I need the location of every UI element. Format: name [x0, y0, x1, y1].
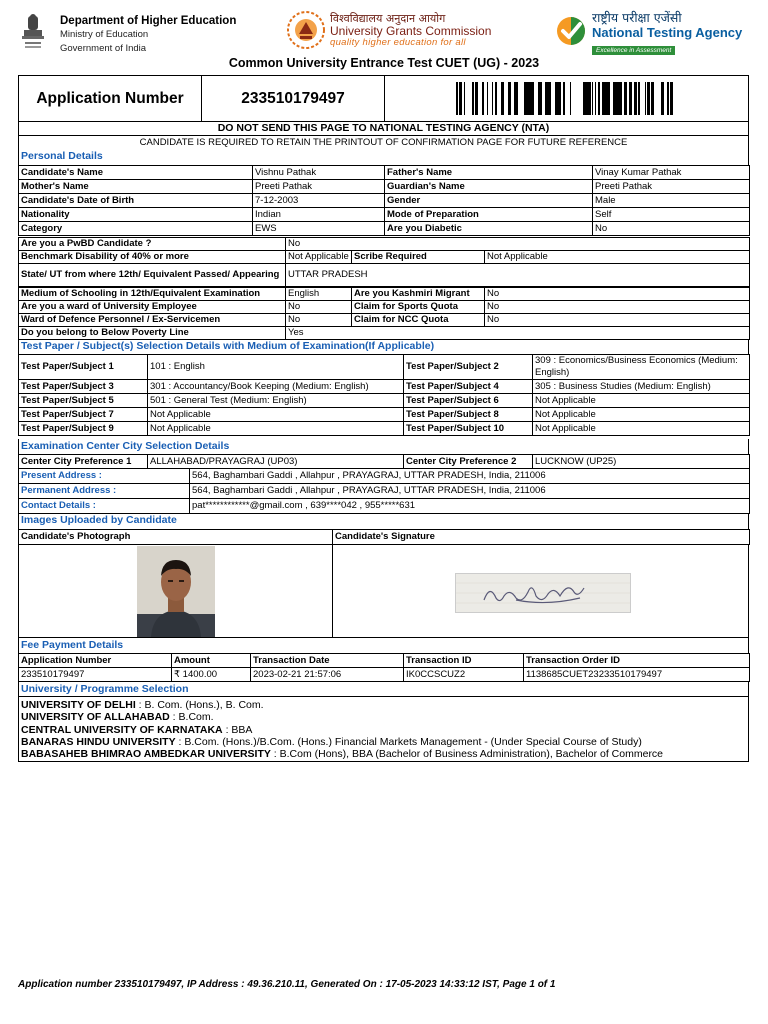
table-row [19, 499, 750, 514]
images-label-table [18, 529, 750, 545]
fee-column-header: Transaction Order ID [524, 654, 750, 668]
field-value: No [286, 314, 352, 327]
table-row [19, 469, 750, 484]
field-value: No [485, 288, 750, 301]
table-row [19, 380, 750, 394]
scribe-label: Scribe Required [352, 251, 485, 264]
university-name: BABASAHEB BHIMRAO AMBEDKAR UNIVERSITY [21, 748, 271, 761]
fee-table [18, 653, 750, 682]
table-row [19, 422, 750, 436]
field-value: No [593, 222, 750, 236]
university-name: BANARAS HINDU UNIVERSITY [21, 735, 176, 748]
subject-label: Test Paper/Subject 9 [19, 422, 148, 436]
fee-column-header: Amount [172, 654, 251, 668]
university-name: UNIVERSITY OF ALLAHABAD [21, 711, 170, 724]
nta-name: National Testing Agency [592, 25, 743, 40]
candidate-signature [455, 573, 631, 613]
address-table [18, 468, 750, 514]
field-value: Preeti Pathak [593, 180, 750, 194]
table-row [19, 238, 750, 251]
field-label: Category [19, 222, 253, 236]
dhe-title: Department of Higher Education [60, 15, 237, 27]
fee-heading: Fee Payment Details [18, 638, 749, 653]
university-item [21, 736, 746, 748]
university-programmes: : BBA [222, 723, 253, 736]
retain-printout-notice: CANDIDATE IS REQUIRED TO RETAIN THE PRINTOUT OF CONFIRMATION PAGE FOR FUTURE REFERENCE [18, 136, 749, 149]
table-row [19, 327, 750, 340]
fee-value: IK0CCSCUZ2 [404, 668, 524, 682]
subject-label: Test Paper/Subject 3 [19, 380, 148, 394]
state-value: UTTAR PRADESH [286, 264, 750, 287]
table-row [19, 455, 750, 469]
fee-value: 1138685CUET23233510179497 [524, 668, 750, 682]
field-label: Father's Name [385, 166, 593, 180]
table-row [19, 264, 750, 287]
benchmark-value: Not Applicable [286, 251, 352, 264]
field-label: Are you Kashmiri Migrant [352, 288, 485, 301]
subject-label: Test Paper/Subject 4 [404, 380, 533, 394]
field-label: Claim for NCC Quota [352, 314, 485, 327]
personal-extra-table [18, 237, 750, 287]
field-label: Guardian's Name [385, 180, 593, 194]
subjects-heading: Test Paper / Subject(s) Selection Details with Medium of Examination(If Applicable) [18, 339, 749, 354]
university-list [18, 696, 749, 762]
nta-tagline: Excellence in Assessment [592, 46, 675, 55]
field-value: Vinay Kumar Pathak [593, 166, 750, 180]
field-value: No [485, 301, 750, 314]
center-selection-heading: Examination Center City Selection Details [18, 439, 749, 454]
pwbd-value: No [286, 238, 750, 251]
fee-value: 233510179497 [19, 668, 172, 682]
field-value: EWS [253, 222, 385, 236]
subject-label: Test Paper/Subject 6 [404, 394, 533, 408]
table-row [19, 180, 750, 194]
present-address-label: Present Address : [19, 469, 190, 484]
contact-details-label: Contact Details : [19, 499, 190, 514]
table-row [19, 166, 750, 180]
ugc-tagline: quality higher education for all [330, 37, 466, 48]
field-label: Are you a ward of University Employee [19, 301, 286, 314]
contact-details-value: pat************@gmail.com , 639****042 , 955*****631 [190, 499, 750, 514]
center-pref1-label: Center City Preference 1 [19, 455, 148, 469]
field-label: Candidate's Name [19, 166, 253, 180]
university-name: CENTRAL UNIVERSITY OF KARNATAKA [21, 723, 223, 736]
candidate-photograph [137, 546, 215, 637]
university-item [21, 724, 746, 736]
ugc-name: University Grants Commission [330, 24, 492, 38]
application-number-value: 233510179497 [202, 76, 385, 121]
university-name: UNIVERSITY OF DELHI [21, 699, 136, 711]
university-programmes: : B.Com (Hons), BBA (Bachelor of Business Administration), Bachelor of Commerce [270, 748, 664, 761]
ugc-logo-icon [286, 10, 326, 50]
application-number-label: Application Number [19, 76, 202, 121]
table-row [19, 301, 750, 314]
field-label: Candidate's Date of Birth [19, 194, 253, 208]
table-row [19, 408, 750, 422]
photograph-label: Candidate's Photograph [19, 530, 333, 545]
subject-label: Test Paper/Subject 1 [19, 355, 148, 380]
fee-column-header: Transaction Date [251, 654, 404, 668]
fee-column-header: Application Number [19, 654, 172, 668]
field-value: Preeti Pathak [253, 180, 385, 194]
bpl-value: Yes [286, 327, 750, 340]
field-label: Mother's Name [19, 180, 253, 194]
subject-value: 101 : English [148, 355, 404, 380]
signature-label: Candidate's Signature [333, 530, 750, 545]
field-label: Ward of Defence Personnel / Ex-Servicemen [19, 314, 286, 327]
fee-value: ₹ 1400.00 [172, 668, 251, 682]
field-label: Claim for Sports Quota [352, 301, 485, 314]
personal-pairs-table [18, 287, 750, 340]
personal-details-table [18, 165, 750, 236]
field-value: English [286, 288, 352, 301]
nta-hindi-name: राष्ट्रीय परीक्षा एजेंसी [592, 10, 682, 25]
center-table [18, 454, 750, 469]
ugc-hindi-name: विश्वविद्यालय अनुदान आयोग [330, 12, 446, 25]
field-label: Nationality [19, 208, 253, 222]
field-value: 7-12-2003 [253, 194, 385, 208]
subject-label: Test Paper/Subject 10 [404, 422, 533, 436]
national-emblem-icon [18, 12, 48, 54]
university-item [21, 711, 746, 723]
present-address-value: 564, Baghambari Gaddi , Allahpur , PRAYAGRAJ, UTTAR PRADESH, India, 211006 [190, 469, 750, 484]
table-row [19, 222, 750, 236]
page-title: Common University Entrance Test CUET (UG) - 2023 [228, 56, 540, 70]
table-row [19, 654, 750, 668]
field-value: Vishnu Pathak [253, 166, 385, 180]
subjects-table [18, 354, 750, 436]
subject-label: Test Paper/Subject 2 [404, 355, 533, 380]
field-label: Mode of Preparation [385, 208, 593, 222]
images-heading: Images Uploaded by Candidate [18, 513, 749, 529]
university-programmes: : B.Com. [169, 711, 214, 724]
pwbd-label: Are you a PwBD Candidate ? [19, 238, 286, 251]
scribe-value: Not Applicable [485, 251, 750, 264]
dhe-govt: Government of India [60, 43, 147, 54]
subject-value: Not Applicable [533, 394, 750, 408]
table-row [19, 355, 750, 380]
application-number-block [18, 75, 749, 122]
dhe-ministry: Ministry of Education [60, 29, 149, 40]
subject-value: 501 : General Test (Medium: English) [148, 394, 404, 408]
table-row [19, 394, 750, 408]
university-heading: University / Programme Selection [18, 682, 749, 696]
table-row [19, 288, 750, 301]
permanent-address-label: Permanent Address : [19, 484, 190, 499]
subject-value: Not Applicable [148, 422, 404, 436]
fee-value: 2023-02-21 21:57:06 [251, 668, 404, 682]
field-value: No [485, 314, 750, 327]
table-row [19, 484, 750, 499]
university-item [21, 748, 746, 760]
table-row [19, 314, 750, 327]
fee-column-header: Transaction ID [404, 654, 524, 668]
table-row [19, 208, 750, 222]
dhe-header [60, 14, 236, 56]
center-pref1-value: ALLAHABAD/PRAYAGRAJ (UP03) [148, 455, 404, 469]
subject-label: Test Paper/Subject 8 [404, 408, 533, 422]
table-row [19, 251, 750, 264]
subject-label: Test Paper/Subject 7 [19, 408, 148, 422]
images-area [18, 544, 749, 638]
university-item [21, 699, 746, 711]
field-label: Are you Diabetic [385, 222, 593, 236]
subject-value: 309 : Economics/Business Economics (Medium: English) [533, 355, 750, 380]
field-value: Male [593, 194, 750, 208]
subject-value: Not Applicable [148, 408, 404, 422]
field-label: Medium of Schooling in 12th/Equivalent Examination [19, 288, 286, 301]
field-value: Indian [253, 208, 385, 222]
benchmark-label: Benchmark Disability of 40% or more [19, 251, 286, 264]
do-not-send-notice: DO NOT SEND THIS PAGE TO NATIONAL TESTING AGENCY (NTA) [18, 122, 749, 136]
personal-details-heading: Personal Details [18, 149, 749, 165]
subject-label: Test Paper/Subject 5 [19, 394, 148, 408]
field-value: No [286, 301, 352, 314]
center-pref2-label: Center City Preference 2 [404, 455, 533, 469]
table-row [19, 530, 750, 545]
nta-checkmark-logo-icon [556, 16, 586, 46]
subject-value: 305 : Business Studies (Medium: English) [533, 380, 750, 394]
center-pref2-value: LUCKNOW (UP25) [533, 455, 750, 469]
university-programmes: : B. Com. (Hons.), B. Com. [135, 699, 264, 711]
state-label: State/ UT from where 12th/ Equivalent Passed/ Appearing [19, 264, 286, 287]
barcode-icon [456, 82, 678, 115]
subject-value: 301 : Accountancy/Book Keeping (Medium: English) [148, 380, 404, 394]
footer-generated-info: Application number 233510179497, IP Address : 49.36.210.11, Generated On : 17-05-2023 14:33:12 IST, Page 1 of 1 [18, 979, 556, 990]
table-row [19, 668, 750, 682]
table-row [19, 194, 750, 208]
field-value: Self [593, 208, 750, 222]
subject-value: Not Applicable [533, 408, 750, 422]
permanent-address-value: 564, Baghambari Gaddi , Allahpur , PRAYAGRAJ, UTTAR PRADESH, India, 211006 [190, 484, 750, 499]
subject-value: Not Applicable [533, 422, 750, 436]
bpl-label: Do you belong to Below Poverty Line [19, 327, 286, 340]
university-programmes: : B.Com. (Hons.)/B.Com. (Hons.) Financial Markets Management - (Under Special Course of Study) [175, 735, 642, 748]
field-label: Gender [385, 194, 593, 208]
